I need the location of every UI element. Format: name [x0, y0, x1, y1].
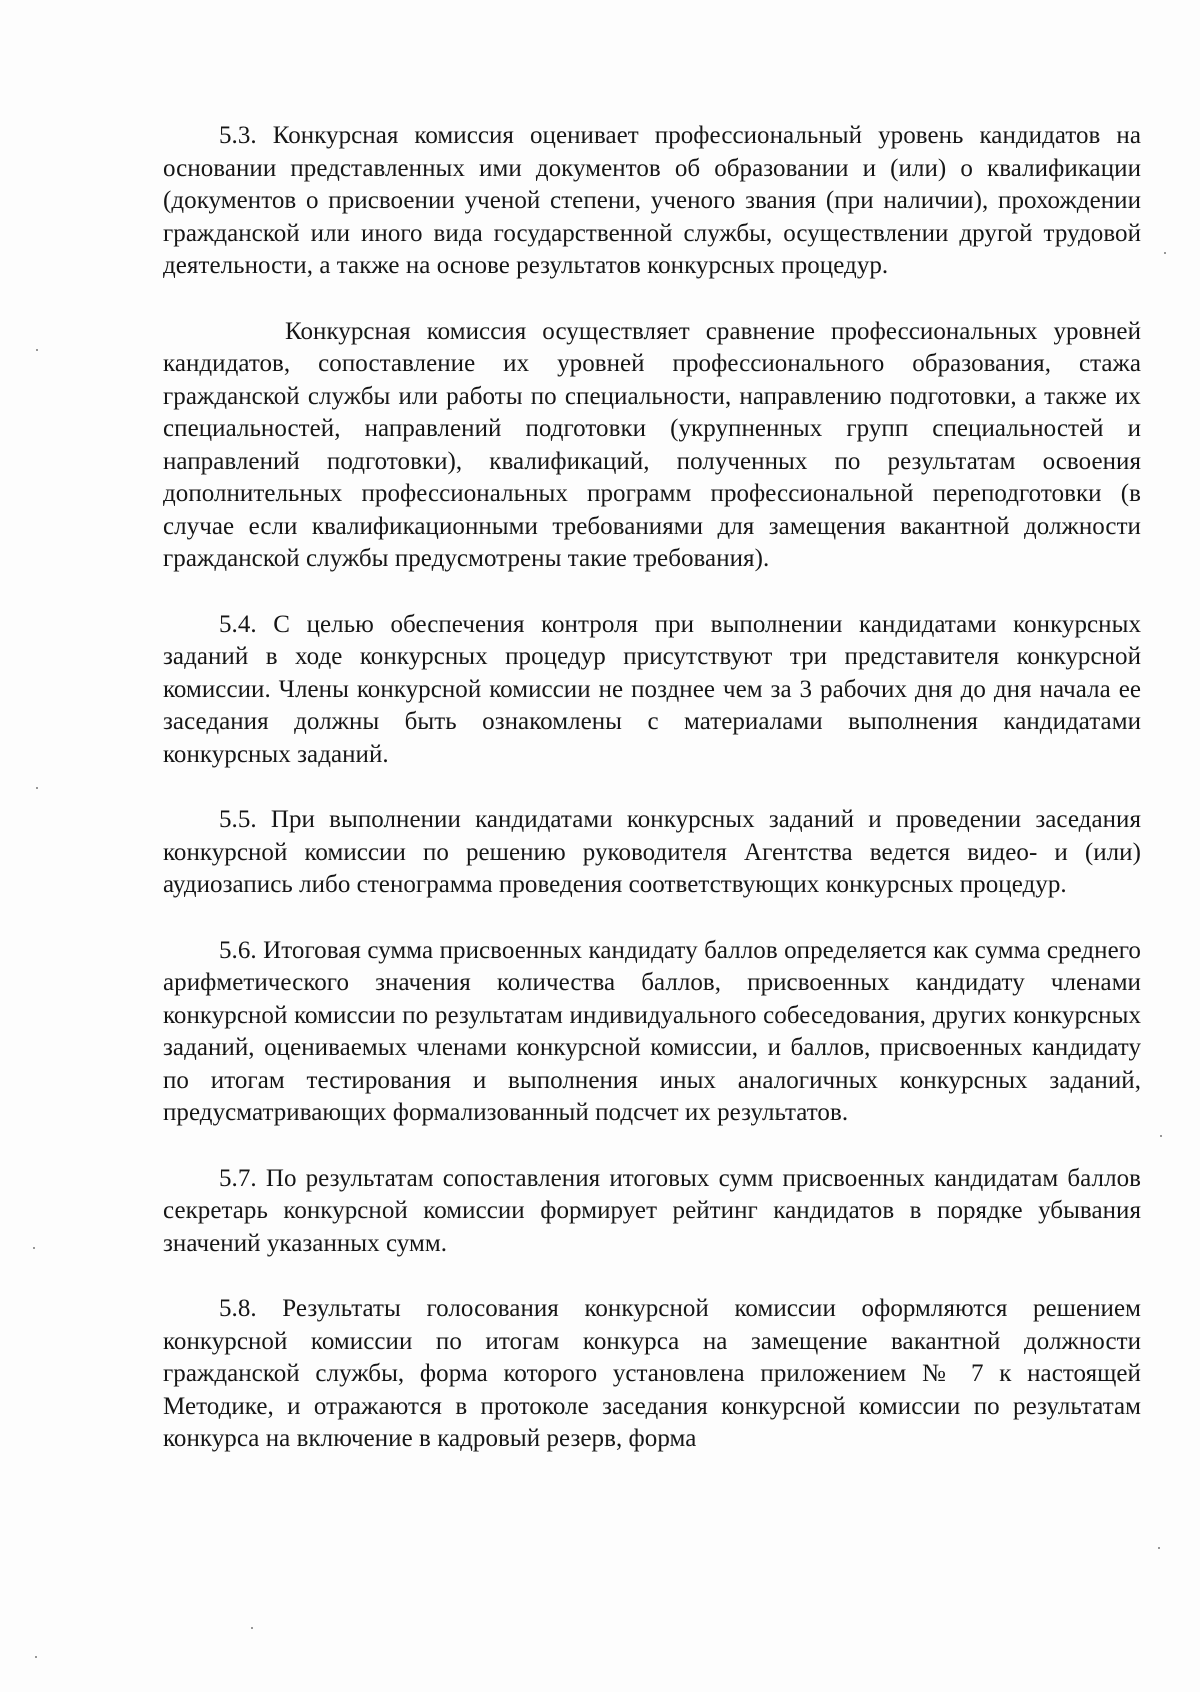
paragraph-5-5: 5.5. При выполнении кандидатами конкурсных заданий и проведении заседания конкурсной комиссии по решению руководителя Агентства ведется видео- и (или) аудиозапись либо стенограмма проведения соответствующих конкурсных процедур.: [163, 806, 1141, 898]
scan-speck: [33, 1247, 35, 1249]
scan-speck: [36, 349, 38, 351]
paragraph-5-8: 5.8. Результаты голосования конкурсной комиссии оформляются решением конкурсной комиссии по итогам конкурса на замещение вакантной должности гражданской службы, форма которого установлена приложением № 7 к настоящей Методике, и отражаются в протоколе заседания конкурсной комиссии по результатам конкурса на включение в кадровый резерв, форма: [163, 1295, 1141, 1452]
paragraph-5-6: 5.6. Итоговая сумма присвоенных кандидату баллов определяется как сумма среднего арифметического значения количества баллов, присвоенных кандидату членами конкурсной комиссии по результатам индивидуального собеседования, других конкурсных заданий, оцениваемых членами конкурсной комиссии, и баллов, присвоенных кандидату по итогам тестирования и выполнения иных аналогичных конкурсных заданий, предусматривающих формализованный подсчет их результатов.: [163, 936, 1141, 1126]
scan-speck: [1160, 1135, 1162, 1137]
paragraph-5-3: 5.3. Конкурсная комиссия оценивает профессиональный уровень кандидатов на основании представленных ими документов об образовании и (или) о квалификации (документов о присвоении ученой степени, ученого звания (при наличии), прохождении гражданской или иного вида государственной службы, осуществлении другой трудовой деятельности, а также на основе результатов конкурсных процедур.: [163, 122, 1141, 279]
scan-speck: [1158, 1547, 1160, 1549]
scan-speck: [1164, 252, 1166, 254]
scan-speck: [35, 1656, 37, 1658]
scan-speck: [251, 1627, 253, 1629]
paragraph-5-7: 5.7. По результатам сопоставления итоговых сумм присвоенных кандидатам баллов секретарь конкурсной комиссии формирует рейтинг кандидатов в порядке убывания значений указанных сумм.: [163, 1164, 1141, 1257]
document-body: [163, 120, 1141, 1489]
scan-speck: [36, 787, 38, 789]
paragraph-5-3-continued: Конкурсная комиссия осуществляет сравнение профессиональных уровней кандидатов, сопоставление их уровней профессионального образования, стажа гражданской службы или работы по специальности, направлению подготовки, а также их специальностей, направлений подготовки (укрупненных групп специальностей и направлений подготовки), квалификаций, полученных по результатам освоения дополнительных профессиональных программ профессиональной переподготовки (в случае если квалификационными требованиями для замещения вакантной должности гражданской службы предусмотрены такие требования).: [163, 317, 1141, 572]
paragraph-5-4: 5.4. С целью обеспечения контроля при выполнении кандидатами конкурсных заданий в ходе конкурсных процедур присутствуют три представителя конкурсной комиссии. Члены конкурсной комиссии не позднее чем за 3 рабочих дня до дня начала ее заседания должны быть ознакомлены с материалами выполнения кандидатами конкурсных заданий.: [163, 610, 1141, 768]
